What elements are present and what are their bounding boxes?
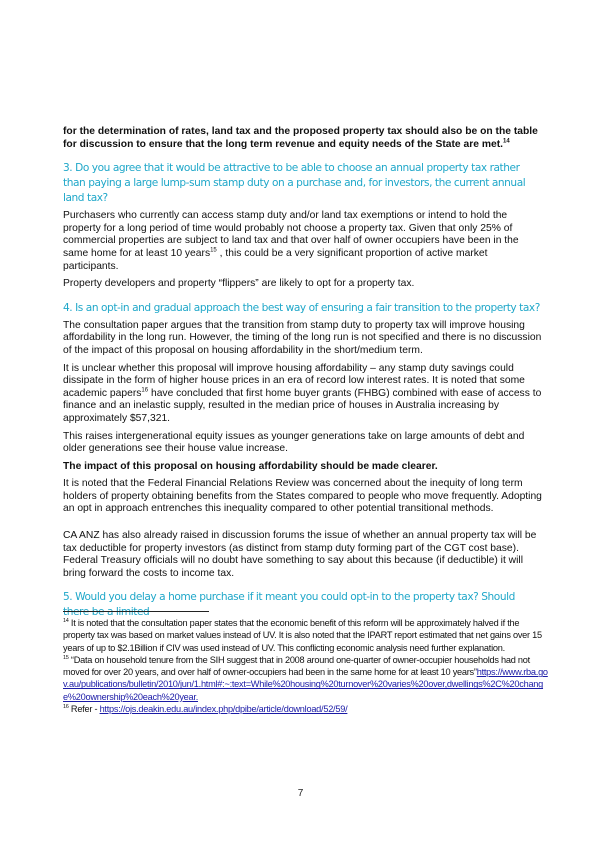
question-4-heading: 4. Is an opt-in and gradual approach the best way of ensuring a fair transition to the property tax?: [63, 301, 540, 314]
footnote-ref-15[interactable]: 15: [210, 247, 217, 254]
page-number: 7: [297, 788, 304, 799]
document-body: [63, 126, 543, 624]
footnote-ref-16[interactable]: 16: [141, 387, 149, 394]
footnote-16: $^{16}$ Refer - https://ojs.deakin.edu.au/index.php/dpibe/article/download/52/59/: [63, 704, 348, 715]
footnote-ref-14[interactable]: 14: [503, 138, 510, 145]
footnotes: [63, 617, 548, 715]
q4-paragraph-1: The consultation paper argues that the transition from stamp duty to property tax will improve housing affordability in the long run. However, the timing of the long run is not specified and there is no discussion of the impact of this proposal on housing affordability in the short/medium term.: [63, 319, 542, 356]
question-3-heading: 3. Do you agree that it would be attractive to be able to choose an annual property tax rather than paying a large lump-sum stamp duty on a purchase and, for investors, the current annual land tax?: [63, 162, 526, 205]
q4-paragraph-6: CA ANZ has also already raised in discussion forums the issue of whether an annual property tax will be tax deductible for property investors (as distinct from stamp duty forming part of the CGT cost base). Federal Treasury officials will no doubt have something to say about this because (if deductible) it will bring forward the costs to income tax.: [63, 530, 537, 579]
deakin-article-link[interactable]: https://ojs.deakin.edu.au/index.php/dpibe/article/download/52/59/: [99, 704, 348, 715]
question-5-heading: 5. Would you delay a home purchase if it meant you could opt-in to the property tax? Should there be a limited: [63, 591, 515, 619]
rba-bulletin-link[interactable]: https://www.rba.gov.au/publications/bulletin/2010/jun/1.html#:~:text=While%20housing%20turnover%20varies%20over,dwellings%2C%20change%20ownership%20each%20year.: [63, 667, 548, 702]
q4-paragraph-5: It is noted that the Federal Financial Relations Review was concerned about the inequity of long term holders of property obtaining benefits from the States compared to people who move frequently. Adopting an opt in approach entrenches this inequality compared to other potential transitional methods.: [63, 478, 542, 515]
q4-key-finding: The impact of this proposal on housing affordability should be made clearer.: [63, 460, 438, 472]
q4-paragraph-3: This raises intergenerational equity issues as younger generations take on large amounts of debt and older generations see their house value increase.: [63, 430, 525, 455]
q3-paragraph-1: Purchasers who currently can access stamp duty and/or land tax exemptions or intend to hold the property for a long period of time would probably not choose a property tax. Given that only 25% of commercial properties are subject to land tax and that over half of owner occupiers have been in the same home for at least 10 years$^{15}$ , this could be a very significant proportion of active market participants.: [63, 210, 519, 272]
spacer: [63, 521, 543, 530]
footnote-15: $^{15}$ “Data on household tenure from the SIH suggest that in 2008 around one-quarter of owner-occupier households had not moved for over 20 years, and over half of owner-occupiers had been in the same home for at least 10 years”https://www.rba.gov.au/publications/bulletin/2010/jun/1.html#:~:text=While%20housing%20turnover%20varies%20over,dwellings%2C%20change%20ownership%20each%20year.: [63, 654, 548, 702]
q3-paragraph-2: Property developers and property “flippers” are likely to opt for a property tax.: [63, 278, 415, 290]
footnote-separator: [63, 611, 209, 612]
q4-paragraph-2: It is unclear whether this proposal will improve housing affordability – any stamp duty savings could dissipate in the form of higher house prices in an era of record low interest rates. It is noted that some academic papers$^{16}$ have concluded that first home buyer grants (FHBG) combined with ease of access to finance and an inelastic supply, resulted in the median price of houses in Australia increasing by approximately $57,321.: [63, 362, 542, 424]
footnote-14: $^{14}$ It is noted that the consultation paper states that the economic benefit of this reform will be approximately halved if the property tax was based on market values instead of UV. It is also noted that the IPART report estimated that net gains over 15 years of up to $2.1Billion if CIV was used instead of UV. This conflicting economic analysis need further explanation.: [63, 617, 542, 653]
intro-conclusion: for the determination of rates, land tax and the proposed property tax should also be on the table for discussion to ensure that the long term revenue and equity needs of the State are met.$^{14}$: [63, 126, 538, 150]
